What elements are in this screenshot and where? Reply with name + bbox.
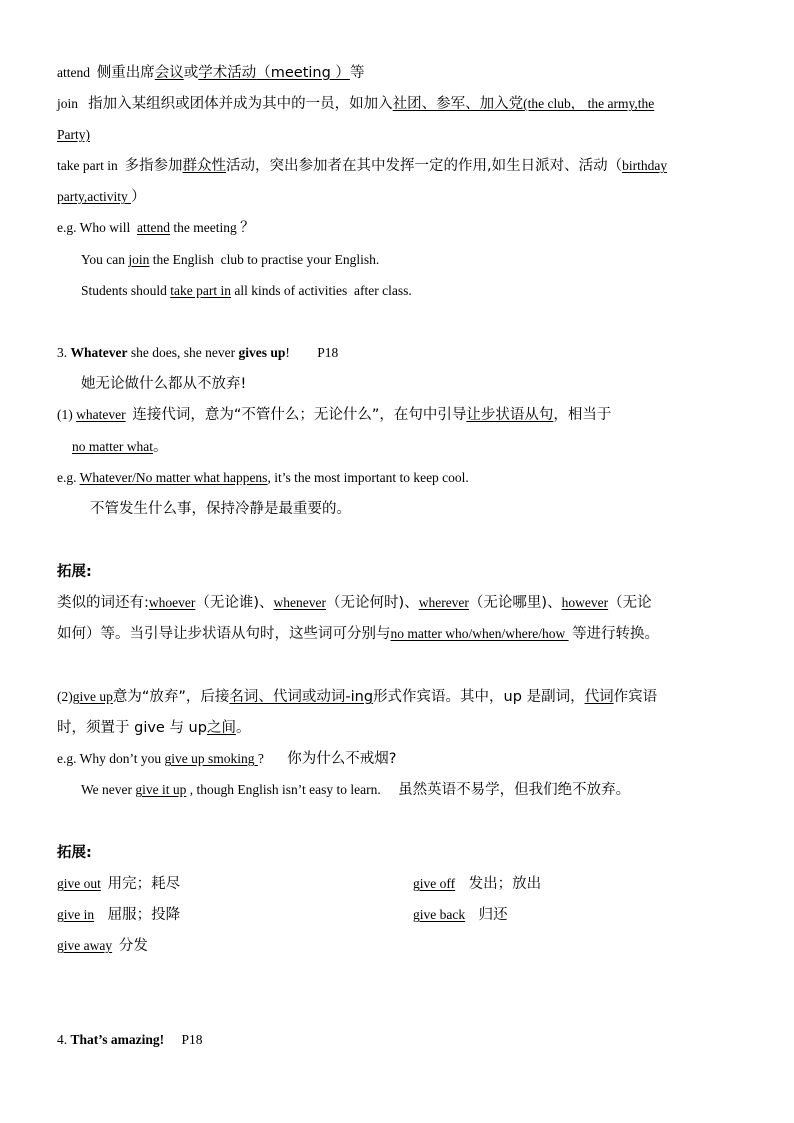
eg-attend: attend	[137, 220, 170, 235]
phrase-give-off	[413, 875, 541, 893]
join-line	[57, 95, 654, 113]
thats-amazing: That’s amazing!	[70, 1032, 165, 1047]
attend-line	[57, 64, 364, 82]
phrase-en: give off	[413, 876, 456, 891]
no-matter-what: no matter what	[72, 439, 153, 454]
whatever-term: whatever	[76, 407, 126, 422]
mass-cn: 群众性	[182, 158, 226, 174]
point-1-line	[57, 406, 611, 424]
example-give-it-up	[81, 781, 630, 799]
section-number: 3.	[57, 345, 68, 360]
extension-1-line	[57, 594, 652, 612]
give-up-smoking: give up smoking	[164, 751, 258, 766]
keep-cool: , it’s the most important to keep cool.	[267, 470, 469, 485]
extension-title-2: 拓展:	[57, 845, 92, 861]
concessive-clause: 让步状语从句	[466, 407, 554, 423]
object-types: 名词、代词或动词-ing	[229, 689, 374, 705]
example-join	[81, 251, 379, 269]
birthday-en: birthday	[622, 158, 668, 173]
phrase-en: give in	[57, 907, 95, 922]
or-cn: 或	[183, 65, 199, 81]
page-ref: P18	[317, 345, 339, 360]
heading-middle: she does, she never	[130, 345, 236, 360]
point-2-line-2	[57, 719, 250, 737]
phrase-give-in	[57, 906, 180, 924]
phrase-cn: 发出；放出	[468, 876, 542, 892]
take-part-line	[57, 157, 667, 175]
eg-you-can: You can	[81, 252, 126, 267]
section-3-heading	[57, 344, 338, 362]
phrase-give-back	[413, 906, 508, 924]
conversion-text: 如何）等。当引导让步状语从句时，这些词可分别与	[57, 626, 391, 642]
party-en: Party)	[57, 127, 90, 142]
eg-after-class: after class.	[353, 283, 412, 298]
point-2-line	[57, 688, 657, 706]
though-english: , though English isn’t easy to learn.	[189, 782, 381, 797]
give-up-def-2: 形式作宾语。其中，up 是副词，	[373, 689, 585, 705]
join-examples-en: (the club， the army,the	[523, 96, 655, 111]
pronoun: 代词	[584, 689, 614, 705]
join-line-2	[57, 126, 90, 144]
phrase-cn: 用完；耗尽	[107, 876, 181, 892]
eg-the-english: the English	[152, 252, 214, 267]
gives-up-bold: gives up	[238, 345, 286, 360]
etc-cn: 等	[349, 65, 365, 81]
phrase-give-away	[57, 937, 148, 955]
give-up-def: 意为“放弃”，后接	[112, 689, 230, 705]
whenever: whenever	[273, 595, 327, 610]
academic-cn: 学术活动	[198, 65, 257, 81]
eg-meeting: the meeting	[173, 220, 237, 235]
take-part-line-2	[57, 188, 146, 206]
whoever: whoever	[148, 595, 196, 610]
wherever-cn: （无论哪里)、	[468, 595, 562, 611]
point-2-number: (2)	[57, 689, 73, 704]
never-give-up-cn: 虽然英语不易学，但我们绝不放弃。	[398, 782, 631, 798]
eg-why: e.g. Why don’t you	[57, 751, 162, 766]
meeting-en: （meeting ）	[256, 65, 350, 81]
whatever-def: 连接代词，意为“不管什么；无论什么”，在句中引导	[132, 407, 467, 423]
phrase-en: give out	[57, 876, 101, 891]
eg-students: Students should	[81, 283, 167, 298]
period-cn: 。	[152, 439, 168, 455]
section-number: 4.	[57, 1032, 68, 1047]
phrase-give-out	[57, 875, 180, 893]
take-part-def-2: 活动，突出参加者在其中发挥一定的作用,如生日派对、活动（	[225, 158, 623, 174]
section-3-translation: 她无论做什么都从不放弃!	[81, 376, 247, 392]
give-up-term: give up	[72, 689, 113, 704]
whatever-bold: Whatever	[70, 345, 128, 360]
period-2: 。	[235, 720, 251, 736]
eg-text: e.g. Who will	[57, 220, 131, 235]
example-whatever	[57, 469, 469, 487]
attend-def: 侧重出席	[96, 65, 155, 81]
example-take-part	[81, 282, 412, 300]
example-whatever-cn: 不管发生什么事，保持冷静是最重要的。	[90, 501, 351, 517]
we-never: We never	[81, 782, 133, 797]
word-join: join	[57, 96, 79, 111]
phrase-en: give back	[413, 907, 466, 922]
whatever-happens: Whatever/No matter what happens	[79, 470, 268, 485]
whoever-cn: （无论谁)、	[195, 595, 274, 611]
example-attend	[57, 219, 255, 237]
eg-take-part-in: take part in	[170, 283, 231, 298]
page-ref: P18	[181, 1032, 203, 1047]
why-not-quit-cn: 你为什么不戒烟?	[287, 751, 397, 767]
extension-1-line-2	[57, 625, 659, 643]
exclaim: !	[285, 345, 290, 360]
eg-label: e.g.	[57, 470, 77, 485]
close-paren: ）	[131, 189, 146, 205]
conversion-end: 等进行转换。	[571, 626, 659, 642]
similar-words: 类似的词还有:	[57, 595, 149, 611]
between: 之间	[206, 720, 236, 736]
section-4-heading	[57, 1031, 203, 1049]
take-part-def: 多指参加	[124, 158, 183, 174]
join-def: 指加入某组织或团体并成为其中的一员，如加入	[88, 96, 393, 112]
example-give-up-smoking	[57, 750, 396, 768]
eg-qmark: ？	[240, 220, 255, 236]
placement-text: 时，须置于 give 与 up	[57, 720, 207, 736]
as-object: 作宾语	[613, 689, 658, 705]
party-activity-en: party,activity	[57, 189, 132, 204]
eg-club: club to practise your English.	[220, 252, 380, 267]
give-it-up: give it up	[135, 782, 187, 797]
equivalent-to: ，相当于	[553, 407, 612, 423]
wherever: wherever	[418, 595, 469, 610]
meeting-cn: 会议	[154, 65, 184, 81]
no-matter-list: no matter who/when/where/how	[390, 626, 569, 641]
eg-activities: all kinds of activities	[234, 283, 348, 298]
point-1-line-2	[72, 438, 167, 456]
eg-join: join	[128, 252, 150, 267]
however: however	[561, 595, 609, 610]
extension-title-1: 拓展:	[57, 564, 92, 580]
phrase-cn: 归还	[478, 907, 508, 923]
phrase-cn: 屈服；投降	[107, 907, 181, 923]
phrase-cn: 分发	[118, 938, 148, 954]
point-1-number: (1)	[57, 407, 73, 422]
phrase-en: give away	[57, 938, 113, 953]
qmark: ?	[257, 751, 264, 766]
however-cn: （无论	[608, 595, 652, 611]
join-examples-cn: 社团、参军、加入党	[392, 96, 524, 112]
whenever-cn: （无论何时)、	[326, 595, 419, 611]
word-take-part-in: take part in	[57, 158, 118, 173]
word-attend: attend	[57, 65, 90, 80]
